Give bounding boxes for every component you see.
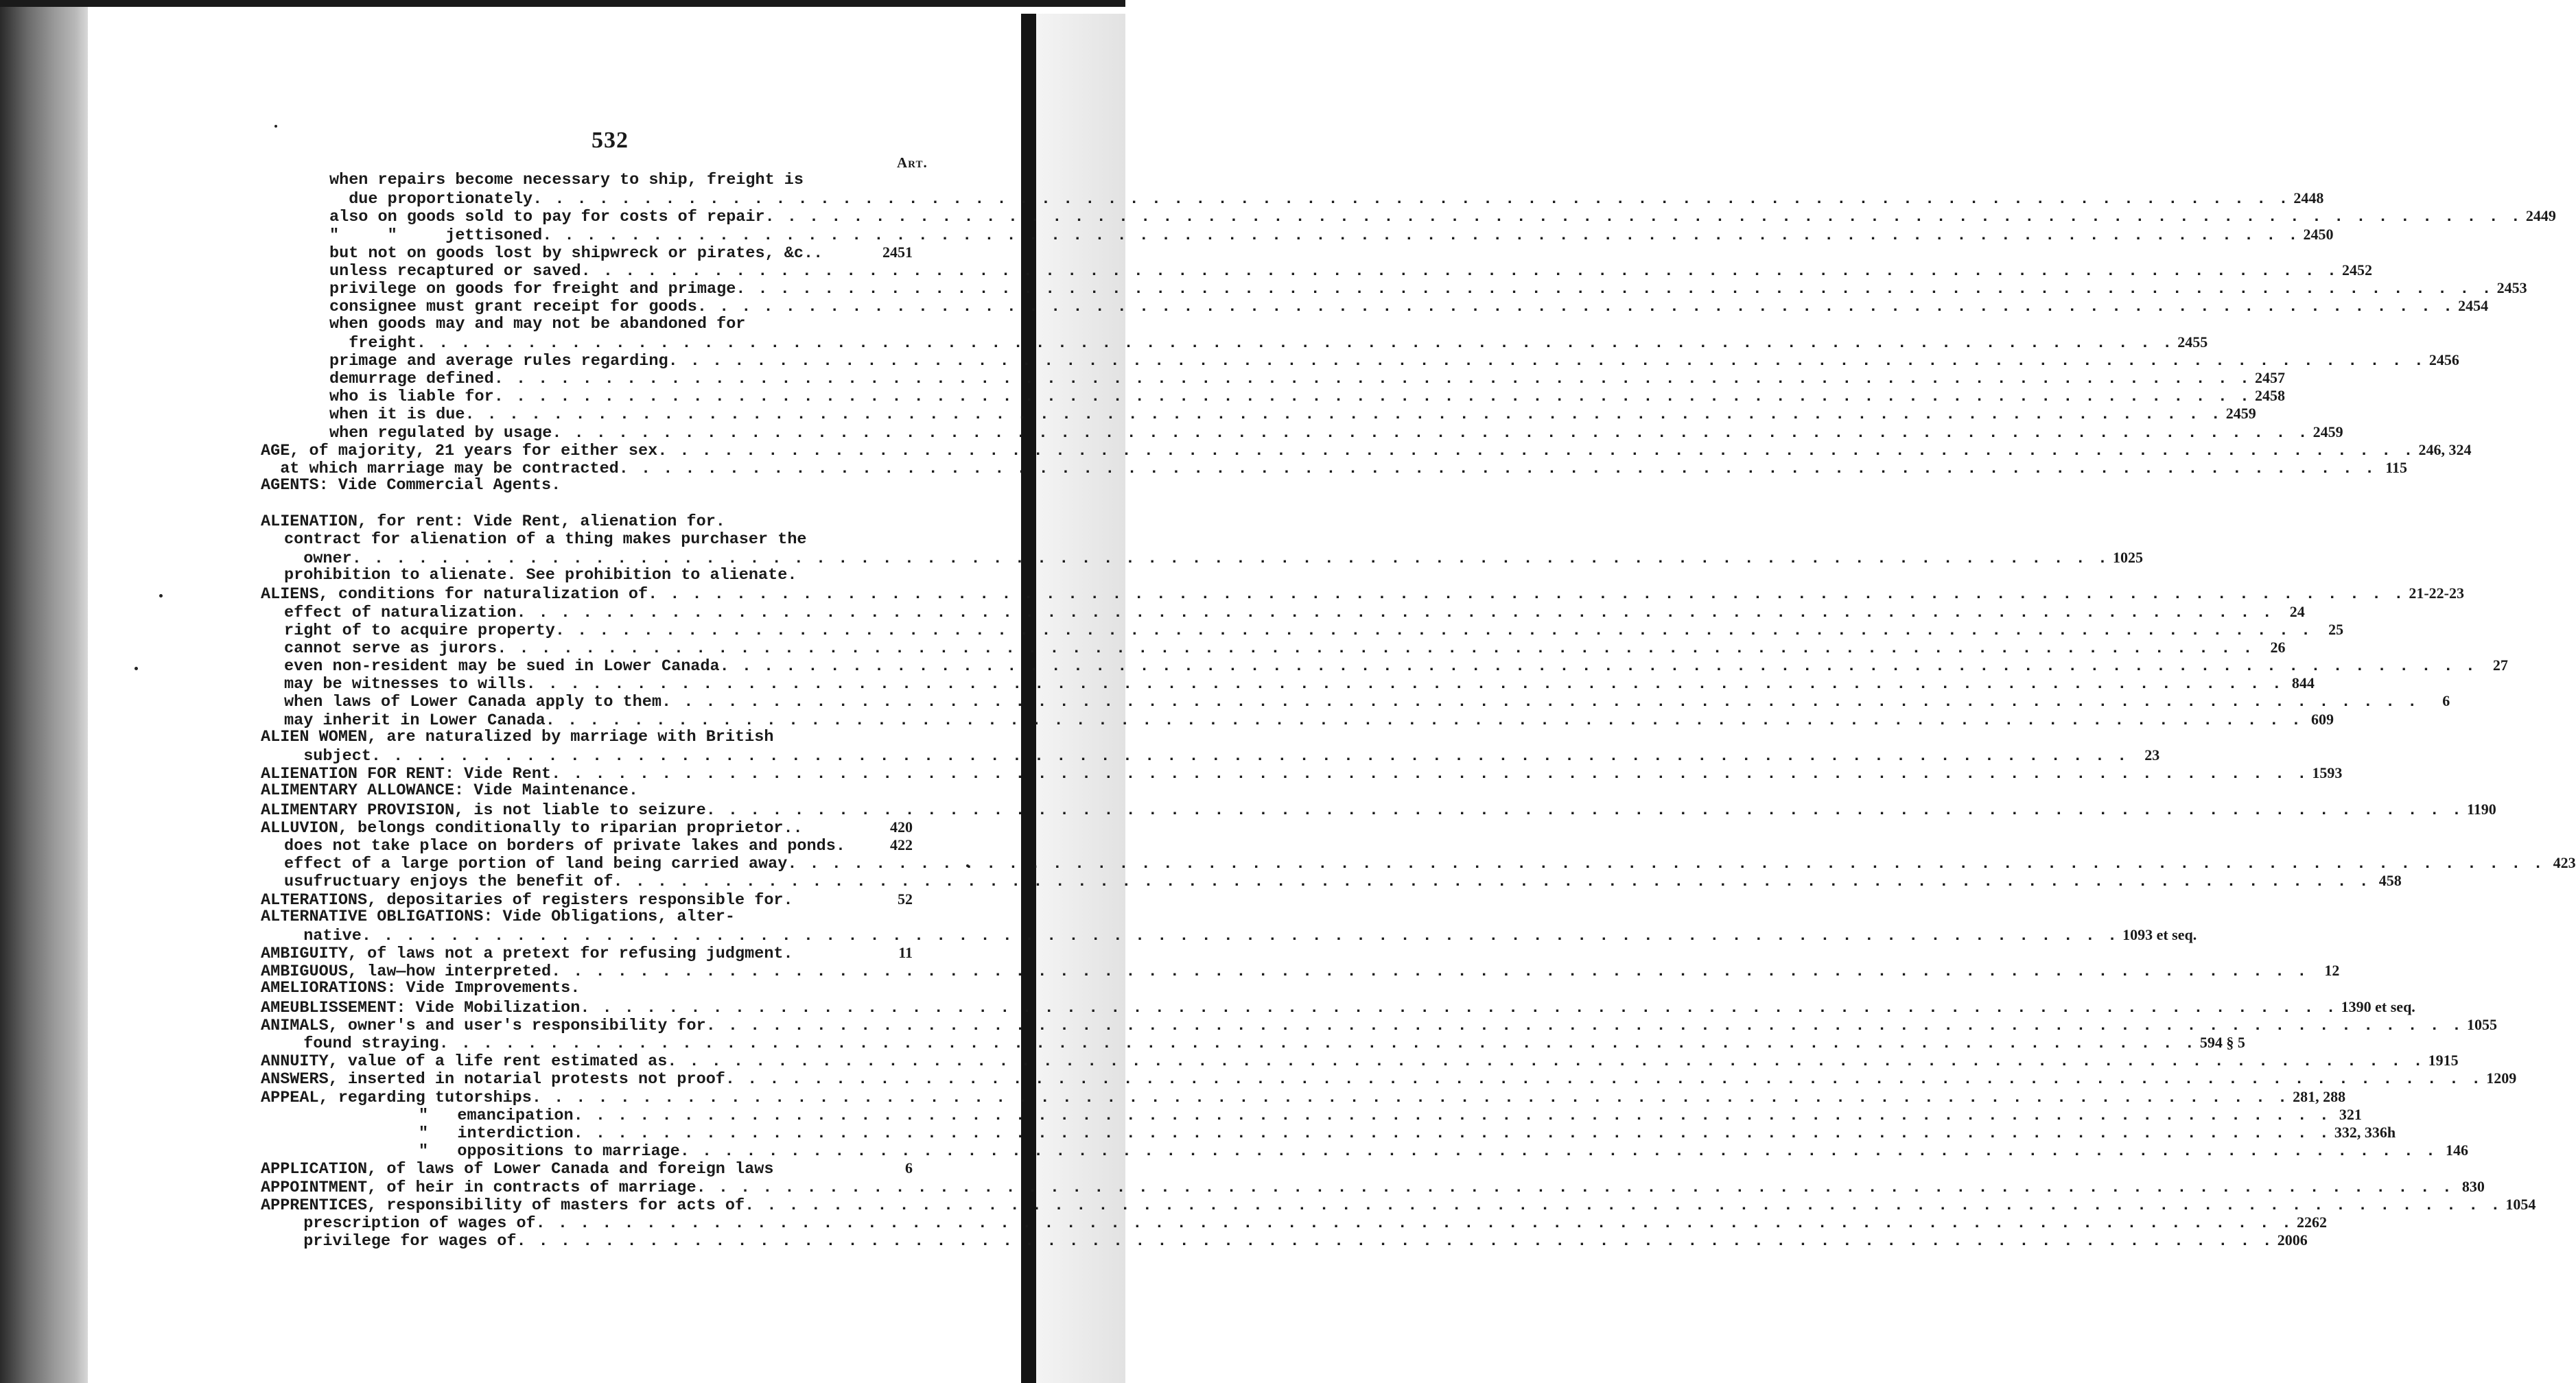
dot-leader <box>542 227 2299 245</box>
entry-text: " oppositions to marriage <box>419 1142 680 1161</box>
article-number: 2455 <box>2177 333 2208 351</box>
article-number: 26 <box>2270 638 2286 656</box>
entry-text: when repairs become necessary to ship, freight is <box>329 171 804 189</box>
article-number: 1190 <box>2466 800 2496 818</box>
dot-leader <box>720 658 2477 676</box>
entry-text: effect of naturalization <box>284 603 517 622</box>
entry-text: at which marriage may be contracted <box>261 460 619 478</box>
article-number: 11 <box>898 944 913 962</box>
entry-text: when regulated by usage <box>329 423 552 442</box>
entry-text: contract for alienation of a thing makes purchaser the <box>284 530 807 549</box>
scan-speck <box>159 594 163 598</box>
entry-text: subject <box>284 747 371 766</box>
dot-leader <box>657 442 2414 460</box>
entry-text: right of to acquire property <box>284 621 555 640</box>
article-number: 1025 <box>2112 548 2143 566</box>
dot-leader <box>494 370 2251 388</box>
index-entry <box>261 657 2508 676</box>
dot-leader <box>546 712 2302 730</box>
entry-text: AGE, of majority, 21 years for either sex <box>261 441 658 460</box>
dot-leader <box>371 748 2128 766</box>
dot-leader <box>532 191 2289 209</box>
article-number: 321 <box>2339 1105 2362 1123</box>
index-entry <box>261 692 2450 712</box>
dot-leader <box>745 1197 2501 1215</box>
article-number: 27 <box>2492 657 2508 674</box>
dot-leader <box>526 676 2283 694</box>
dot-leader <box>680 1143 2437 1161</box>
dot-leader <box>551 766 2308 783</box>
index-entry <box>261 495 913 512</box>
dot-leader <box>696 1179 2453 1197</box>
dot-leader <box>574 1125 2330 1143</box>
article-number: 2450 <box>2303 225 2334 243</box>
entry-text: ALIMENTARY ALLOWANCE: Vide Maintenance. <box>261 781 638 801</box>
article-number: 332, 336h <box>2334 1123 2396 1141</box>
scan-speck <box>134 667 138 670</box>
index-entry <box>261 764 2343 784</box>
index-entry <box>261 1034 2245 1053</box>
dot-leader <box>574 1107 2330 1125</box>
index-entry <box>261 423 2343 442</box>
index-entry <box>261 584 2465 604</box>
entry-text: AMELIORATIONS: Vide Improvements. <box>261 979 581 998</box>
entry-text: effect of a large portion of land being carried away <box>284 855 788 874</box>
index-entry <box>261 997 2415 1017</box>
dot-leader <box>648 586 2404 604</box>
entry-text: APPEAL, regarding tutorships <box>261 1088 532 1107</box>
article-number: 1593 <box>2312 764 2343 782</box>
index-entry <box>261 1231 2308 1251</box>
index-entry <box>261 405 2256 425</box>
index-entry <box>261 1123 2396 1143</box>
entry-text: consignee must grant receipt for goods <box>329 298 697 317</box>
scan-border-top <box>0 0 1125 7</box>
entry-text: prescription of wages of <box>284 1214 536 1233</box>
article-number: 422 <box>890 836 913 853</box>
index-entry <box>261 261 2372 281</box>
article-number: 1055 <box>2466 1015 2497 1033</box>
dot-leader <box>552 425 2308 442</box>
index-entry <box>261 369 2286 389</box>
dot-leader <box>439 1035 2196 1053</box>
index-entry <box>261 620 2344 640</box>
article-number: 2459 <box>2225 405 2256 423</box>
dot-leader <box>532 1089 2288 1107</box>
dot-leader <box>580 1000 2337 1017</box>
article-number: 420 <box>890 818 913 836</box>
dot-leader <box>765 209 2522 226</box>
entry-text: ALLUVION, belongs conditionally to riparian proprietor.. <box>261 818 803 838</box>
index-entry <box>261 890 913 908</box>
index-entry <box>261 836 913 854</box>
index-entries <box>261 171 2576 1251</box>
article-number: 2452 <box>2341 261 2372 279</box>
index-entry <box>261 513 913 531</box>
article-number: 1390 et seq. <box>2341 997 2415 1015</box>
article-number: 2262 <box>2296 1213 2327 1231</box>
entry-text: may be witnesses to wills <box>284 675 526 694</box>
index-entry <box>261 531 913 549</box>
entry-text: privilege on goods for freight and primage <box>329 280 736 299</box>
article-number: 2454 <box>2458 297 2489 315</box>
entry-text: demurrage defined <box>329 370 494 389</box>
index-entry <box>261 172 913 189</box>
index-entry <box>261 674 2315 694</box>
index-entry <box>261 818 913 836</box>
entry-text: " " jettisoned <box>329 226 543 245</box>
dot-leader <box>661 694 2418 711</box>
index-entry <box>261 207 2556 227</box>
dot-leader <box>706 802 2463 820</box>
index-entry <box>261 1052 2459 1072</box>
article-number: 2453 <box>2496 279 2527 297</box>
index-entry <box>261 316 913 333</box>
index-entry <box>261 872 2402 892</box>
entry-text: ALTERATIONS, depositaries of registers responsible for. <box>261 890 793 910</box>
entry-text: primage and average rules regarding <box>329 351 668 370</box>
article-number: 6 <box>2442 692 2450 710</box>
article-number: 25 <box>2328 620 2344 638</box>
article-number: 12 <box>2324 962 2340 980</box>
entry-text: even non-resident may be sued in Lower Canada <box>284 657 720 676</box>
index-entry <box>261 297 2489 317</box>
dot-leader <box>516 604 2273 622</box>
entry-text: AMEUBLISSEMENT: Vide Mobilization <box>261 998 581 1017</box>
index-entry <box>261 746 2160 766</box>
index-entry <box>261 1015 2497 1035</box>
entry-text: also on goods sold to pay for costs of repair <box>329 208 765 227</box>
index-entry <box>261 387 2286 407</box>
index-entry <box>261 980 913 997</box>
scan-speck <box>274 125 277 128</box>
entry-text: ANSWERS, inserted in notarial protests not proof <box>261 1070 725 1089</box>
entry-text: ALTERNATIVE OBLIGATIONS: Vide Obligations, alter- <box>261 907 736 926</box>
index-entry <box>261 854 2576 874</box>
index-entry <box>261 1142 2469 1161</box>
dot-leader <box>551 963 2308 981</box>
article-number: 2449 <box>2525 207 2556 225</box>
index-entry <box>261 225 2334 245</box>
entry-text: ALIEN WOMEN, are naturalized by marriage with British <box>261 727 774 746</box>
entry-text: owner <box>284 549 352 568</box>
entry-text: when laws of Lower Canada apply to them <box>284 693 661 712</box>
entry-text: freight <box>329 333 417 353</box>
entry-text: who is liable for <box>329 388 494 407</box>
entry-text: ALIENS, conditions for naturalization of <box>261 585 648 604</box>
index-entry <box>261 944 913 962</box>
dot-leader <box>787 855 2544 873</box>
entry-text: usufructuary enjoys the benefit of <box>284 873 613 892</box>
index-entry <box>261 638 2286 658</box>
article-number: 21-22-23 <box>2409 584 2465 602</box>
index-entry <box>261 279 2527 299</box>
article-number: 844 <box>2291 674 2315 692</box>
index-entry <box>261 710 2334 730</box>
entry-text: APPOINTMENT, of heir in contracts of marriage <box>261 1178 696 1197</box>
entry-text: ANIMALS, owner's and user's responsibility for <box>261 1016 706 1035</box>
article-number: 24 <box>2289 602 2305 620</box>
article-number: 458 <box>2378 872 2402 890</box>
index-entry <box>261 1087 2346 1107</box>
index-entry <box>261 548 2143 568</box>
index-entry <box>261 1159 913 1177</box>
entry-text: may inherit in Lower Canada <box>284 711 546 730</box>
entry-text: ALIENATION, for rent: Vide Rent, alienation for. <box>261 512 725 531</box>
entry-text: prohibition to alienate. See prohibition to alienate. <box>284 566 797 585</box>
article-number: 1209 <box>2486 1069 2517 1087</box>
index-entry <box>261 925 2197 945</box>
entry-text: found straying <box>284 1035 439 1053</box>
index-entry <box>261 602 2305 622</box>
index-entry <box>261 729 913 746</box>
index-entry <box>261 1105 2362 1125</box>
article-number: 2451 <box>882 243 913 261</box>
article-number: 2448 <box>2293 189 2324 207</box>
entry-text: AMBIGUOUS, law—how interpreted <box>261 962 552 982</box>
book-page-edge-left <box>0 0 88 1383</box>
article-number: 146 <box>2446 1142 2469 1159</box>
dot-leader <box>581 263 2338 281</box>
index-entry <box>261 477 913 495</box>
article-number: 1093 et seq. <box>2122 925 2197 943</box>
article-number: 246, 324 <box>2418 440 2472 458</box>
article-number: 2459 <box>2312 423 2343 440</box>
dot-leader <box>494 388 2251 406</box>
dot-leader <box>613 873 2369 891</box>
entry-text: native <box>284 926 362 945</box>
index-entry <box>261 1195 2536 1215</box>
dot-leader <box>362 927 2118 945</box>
article-number: 2456 <box>2428 351 2459 368</box>
article-number: 423 <box>2553 854 2576 872</box>
page-number: 532 <box>592 128 629 153</box>
dot-leader <box>417 335 2173 353</box>
article-number: 830 <box>2461 1177 2485 1195</box>
entry-text: " emancipation <box>419 1106 574 1125</box>
dot-leader <box>706 1017 2463 1035</box>
index-entry <box>261 333 2208 353</box>
index-entry <box>261 351 2459 370</box>
article-number: 23 <box>2144 746 2160 764</box>
article-number: 115 <box>2385 459 2408 476</box>
entry-text: ALIENATION FOR RENT: Vide Rent <box>261 765 552 784</box>
dot-leader <box>536 1215 2293 1233</box>
dot-leader <box>619 460 2376 478</box>
dot-leader <box>497 640 2253 658</box>
entry-text: AGENTS: Vide Commercial Agents. <box>261 476 561 495</box>
article-number: 1915 <box>2428 1052 2459 1069</box>
entry-text: APPRENTICES, responsibility of masters for acts of <box>261 1196 745 1215</box>
index-entry <box>261 962 2340 982</box>
entry-text: AMBIGUITY, of laws not a pretext for refusing judgment. <box>261 945 793 964</box>
article-number: 1054 <box>2505 1195 2536 1213</box>
entry-text: APPLICATION, of laws of Lower Canada and foreign laws <box>261 1160 774 1179</box>
entry-text: ALIMENTARY PROVISION, is not liable to seizure <box>261 801 706 820</box>
index-entry <box>261 440 2472 460</box>
dot-leader <box>516 1233 2273 1251</box>
index-entry <box>261 1213 2327 1233</box>
article-number: 2457 <box>2255 369 2286 387</box>
index-entry <box>261 244 913 261</box>
article-number: 281, 288 <box>2293 1087 2346 1105</box>
index-entry <box>261 459 2408 478</box>
dot-leader <box>465 406 2221 424</box>
dot-leader <box>668 353 2425 370</box>
entry-text: when goods may and may not be abandoned for <box>329 314 746 333</box>
entry-text: privilege for wages of <box>284 1232 517 1251</box>
index-entry <box>261 567 913 584</box>
article-number: 609 <box>2311 710 2334 728</box>
dot-leader <box>725 1071 2482 1089</box>
entry-text: due proportionately <box>329 190 533 209</box>
article-number: 2458 <box>2255 387 2286 405</box>
entry-text: cannot serve as jurors <box>284 639 497 658</box>
article-number: 52 <box>898 890 913 908</box>
index-entry <box>261 1177 2485 1197</box>
dot-leader <box>555 622 2312 640</box>
entry-text: when it is due <box>329 405 465 425</box>
dot-leader <box>697 298 2454 316</box>
dot-leader <box>667 1053 2424 1071</box>
index-entry <box>261 800 2496 820</box>
index-entry <box>261 908 913 926</box>
entry-text: unless recaptured or saved <box>329 261 581 281</box>
dot-leader <box>736 281 2492 298</box>
entry-text: ANNUITY, value of a life rent estimated as <box>261 1052 668 1072</box>
article-column-label: Art. <box>897 154 928 171</box>
entry-text: but not on goods lost by shipwreck or pirates, &c.. <box>329 244 823 263</box>
index-entry <box>261 189 2324 209</box>
entry-text: " interdiction <box>419 1124 574 1143</box>
article-number: 2006 <box>2277 1231 2308 1249</box>
index-entry <box>261 782 913 800</box>
entry-text: does not take place on borders of private lakes and ponds. <box>284 836 845 855</box>
article-number: 6 <box>905 1159 913 1177</box>
index-entry <box>261 1069 2517 1089</box>
article-number: 594 § 5 <box>2199 1034 2245 1051</box>
